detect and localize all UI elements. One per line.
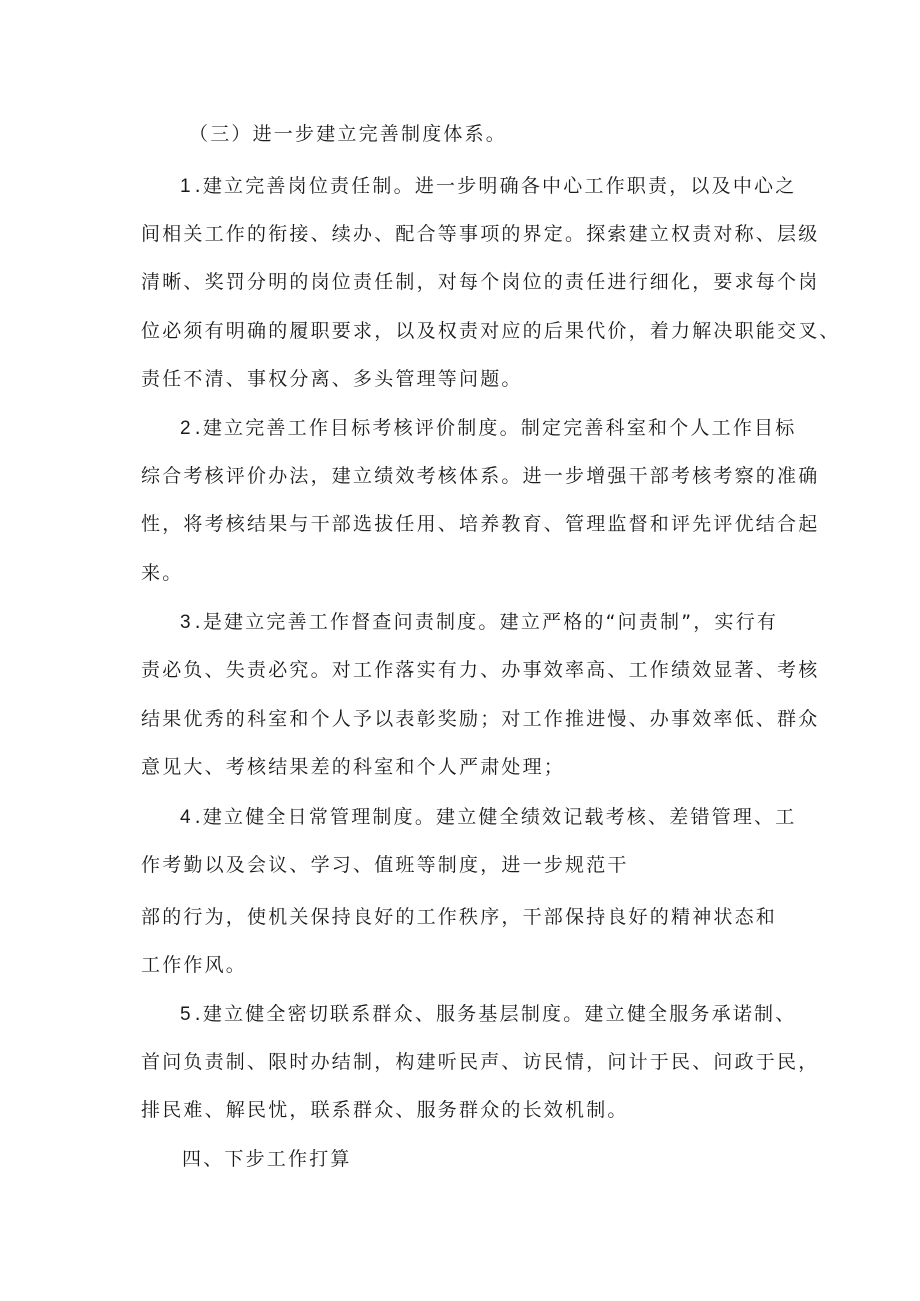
item-number: 4	[180, 807, 191, 828]
item-4-line-1: 4 .建立健全日常管理制度。建立健全绩效记载考核、差错管理、工	[180, 806, 797, 828]
item-3-line-4: 意见大、考核结果差的科室和个人严肃处理；	[141, 756, 566, 778]
item-2-line-2: 综合考核评价办法，建立绩效考核体系。进一步增强干部考核考察的准确	[141, 465, 820, 487]
next-section-heading: 四、下步工作打算	[182, 1148, 352, 1170]
item-4-line-2: 作考勤以及会议、学习、值班等制度，进一步规范干	[141, 854, 629, 876]
item-4-line-3: 部的行为，使机关保持良好的工作秩序，干部保持良好的精神状态和	[141, 906, 778, 928]
section-heading: （三）进一步建立完善制度体系。	[189, 123, 508, 145]
item-3-line-2: 责必负、失责必究。对工作落实有力、办事效率高、工作绩效显著、考核	[141, 659, 820, 681]
item-number: 3	[180, 612, 191, 633]
item-1-line-4: 位必须有明确的履职要求，以及权责对应的后果代价，着力解决职能交叉、	[141, 320, 841, 342]
item-1-line-5: 责任不清、事权分离、多头管理等问题。	[141, 368, 523, 390]
item-3-line-3: 结果优秀的科室和个人予以表彰奖励；对工作推进慢、办事效率低、群众	[141, 708, 820, 730]
item-5-line-1: 5 .建立健全密切联系群众、服务基层制度。建立健全服务承诺制、	[180, 1003, 797, 1025]
item-2-line-3: 性，将考核结果与干部选拔任用、培养教育、管理监督和评先评优结合起	[141, 513, 820, 535]
item-1-line-1: 1 .建立完善岗位责任制。进一步明确各中心工作职责，以及中心之	[180, 175, 797, 197]
item-2-line-4: 来。	[141, 562, 184, 584]
item-3-line-1: 3 .是建立完善工作督查问责制度。建立严格的“问责制”，实行有	[180, 611, 779, 633]
item-number: 5	[180, 1004, 191, 1025]
item-4-line-4: 工作作风。	[141, 954, 248, 976]
item-number: 2	[180, 418, 191, 439]
item-5-line-3: 排民难、解民忧，联系群众、服务群众的长效机制。	[141, 1099, 629, 1121]
item-1-line-2: 间相关工作的衔接、续办、配合等事项的界定。探索建立权责对称、层级	[141, 223, 820, 245]
item-2-line-1: 2 .建立完善工作目标考核评价制度。制定完善科室和个人工作目标	[180, 417, 797, 439]
item-number: 1	[180, 176, 191, 197]
item-5-line-2: 首问负责制、限时办结制，构建听民声、访民情，问计于民、问政于民，	[141, 1051, 820, 1073]
item-1-line-3: 清晰、奖罚分明的岗位责任制，对每个岗位的责任进行细化，要求每个岗	[141, 271, 820, 293]
